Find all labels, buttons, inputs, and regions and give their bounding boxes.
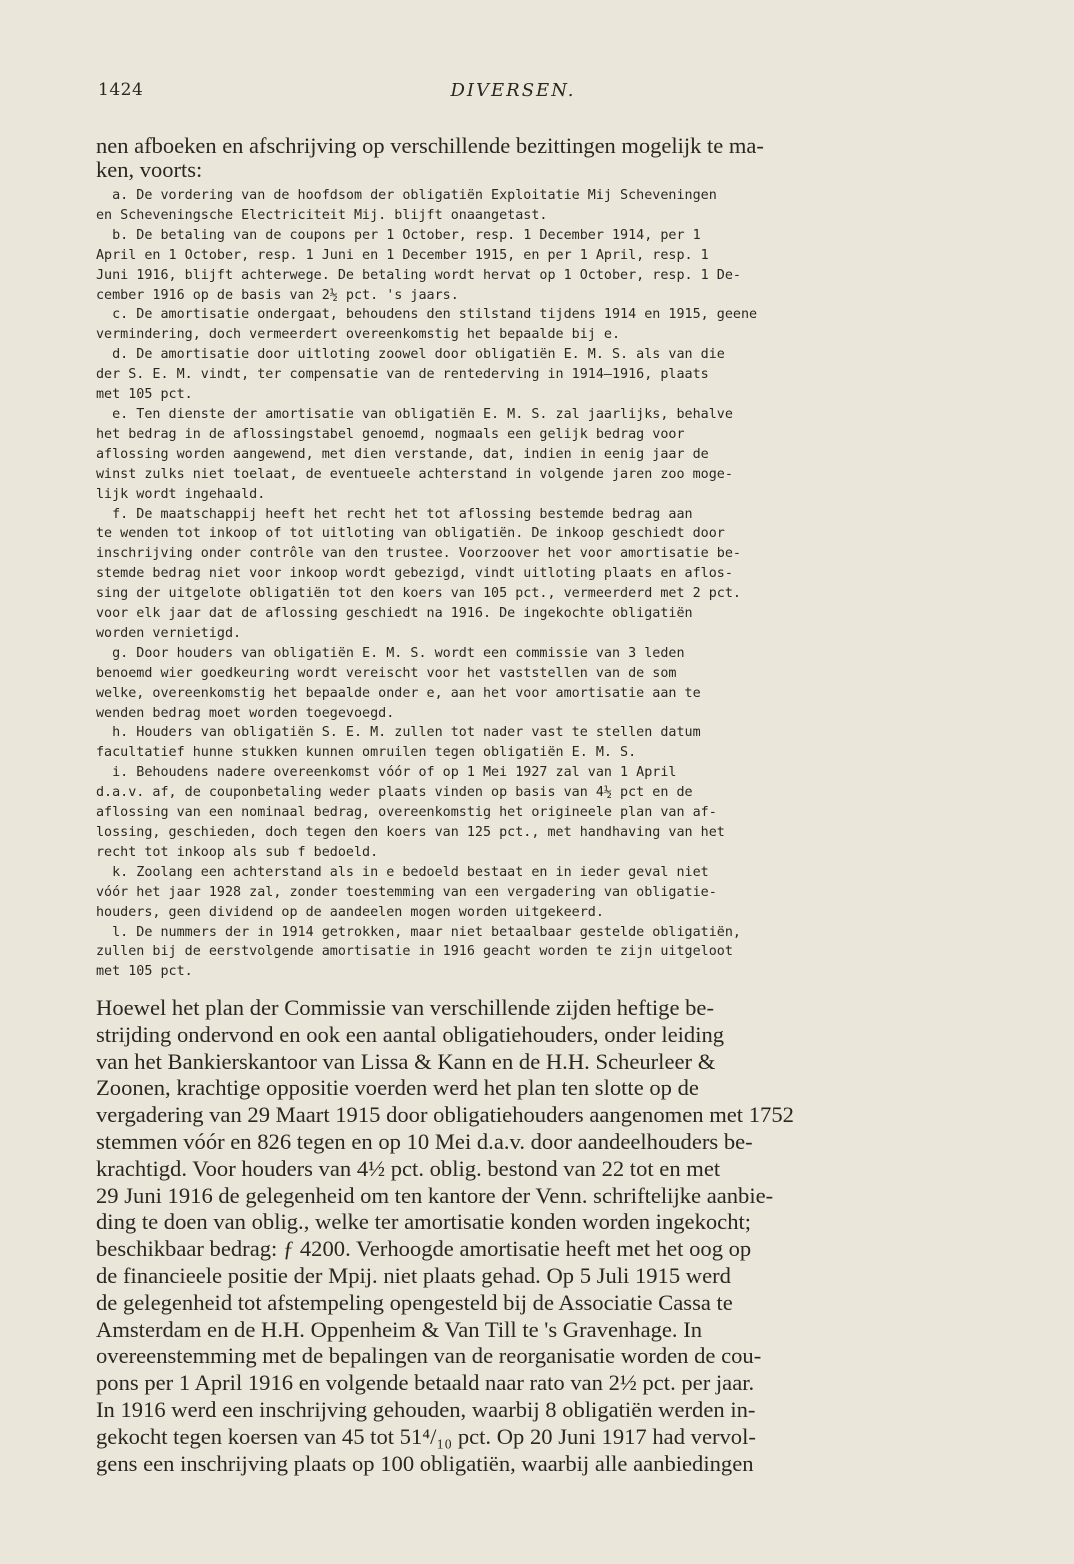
clause-line: zullen bij de eerstvolgende amortisatie in 1916 geacht worden te zijn uitgeloot bbox=[96, 944, 733, 960]
clause-line: l. De nummers der in 1914 getrokken, maar niet betaalbaar gestelde obligatiën, bbox=[96, 924, 741, 940]
clause-line: recht tot inkoop als sub f bedoeld. bbox=[96, 844, 379, 860]
clause-line: a. De vordering van de hoofdsom der obligatiën Exploitatie Mij Scheveningen bbox=[96, 188, 717, 203]
body-line: Amsterdam en de H.H. Oppenheim & Van Till te 's Gravenhage. In bbox=[96, 1316, 703, 1342]
clause-line: worden vernietigd. bbox=[96, 625, 242, 641]
clause-line: k. Zoolang een achterstand als in e bedoeld bestaat en in ieder geval niet bbox=[96, 864, 709, 880]
body-line: krachtigd. Voor houders van 4½ pct. oblig. bestond van 22 tot en met bbox=[96, 1155, 721, 1181]
body-line: In 1916 werd een inschrijving gehouden, waarbij 8 obligatiën werden in- bbox=[96, 1396, 756, 1422]
clause-line: Juni 1916, blijft achterwege. De betaling wordt hervat op 1 October, resp. 1 De- bbox=[96, 267, 741, 283]
clause-line: lossing, geschieden, doch tegen den koers van 125 pct., met handhaving van het bbox=[96, 825, 725, 840]
clause-line: aflossing van een nominaal bedrag, overeenkomstig het origineele plan van af- bbox=[96, 805, 717, 821]
body-line: de financieele positie der Mpij. niet plaats gehad. Op 5 Juli 1915 werd bbox=[96, 1262, 731, 1288]
clause-line: winst zulks niet toelaat, de eventueele achterstand in volgende jaren zoo moge- bbox=[96, 466, 733, 482]
clause-line: vermindering, doch vermeerdert overeenkomstig het bepaalde bij e. bbox=[96, 327, 621, 343]
clause-line: met 105 pct. bbox=[96, 964, 193, 980]
body-line: beschikbaar bedrag: ƒ 4200. Verhoogde amortisatie heeft met het oog op bbox=[96, 1236, 752, 1262]
clause-line: g. Door houders van obligatiën E. M. S. wordt een commissie van 3 leden bbox=[96, 645, 685, 661]
clause-line: d.a.v. af, de couponbetaling weder plaats vinden op basis van 4½ pct en de bbox=[96, 785, 693, 801]
clause-line: inschrijving onder contrôle van den trustee. Voorzoover het voor amortisatie be- bbox=[96, 546, 741, 562]
clause-line: aflossing worden aangewend, met dien verstande, dat, indien in eenig jaar de bbox=[96, 446, 709, 462]
clause-line: voor elk jaar dat de aflossing geschiedt na 1916. De ingekochte obligatiën bbox=[96, 606, 693, 622]
clause-line: facultatief hunne stukken kunnen omruilen tegen obligatiën E. M. S. bbox=[96, 745, 637, 761]
clause-line: h. Houders van obligatiën S. E. M. zullen tot nader vast te stellen datum bbox=[96, 725, 701, 741]
running-title: DIVERSEN. bbox=[450, 80, 576, 101]
intro-paragraph bbox=[96, 134, 926, 182]
body-line: 29 Juni 1916 de gelegenheid om ten kantore der Venn. schriftelijke aanbie- bbox=[96, 1182, 774, 1208]
body-line: gens een inschrijving plaats op 100 obligatiën, waarbij alle aanbiedingen bbox=[96, 1450, 754, 1476]
body-line: Hoewel het plan der Commissie van verschillende zijden heftige be- bbox=[96, 995, 714, 1020]
clause-line: f. De maatschappij heeft het recht het tot aflossing bestemde bedrag aan bbox=[96, 506, 693, 522]
clause-line: der S. E. M. vindt, ter compensatie van de rentederving in 1914—1916, plaats bbox=[96, 367, 709, 383]
clause-line: te wenden tot inkoop of tot uitloting van obligatiën. De inkoop geschiedt door bbox=[96, 526, 725, 542]
intro-line: ken, voorts: bbox=[96, 157, 203, 182]
clause-line: d. De amortisatie door uitloting zoowel door obligatiën E. M. S. als van die bbox=[96, 347, 725, 363]
body-line: de gelegenheid tot afstempeling opengesteld bij de Associatie Cassa te bbox=[96, 1289, 733, 1315]
clause-line: b. De betaling van de coupons per 1 October, resp. 1 December 1914, per 1 bbox=[96, 227, 701, 243]
body-line: overeenstemming met de bepalingen van de reorganisatie worden de cou- bbox=[96, 1343, 762, 1369]
clause-line: vóór het jaar 1928 zal, zonder toestemming van een vergadering van obligatie- bbox=[96, 884, 717, 900]
clause-line: c. De amortisatie ondergaat, behoudens den stilstand tijdens 1914 en 1915, geene bbox=[96, 307, 758, 323]
clauses-section bbox=[96, 134, 926, 982]
clause-line: met 105 pct. bbox=[96, 387, 193, 403]
clause-line: houders, geen dividend op de aandeelen mogen worden uitgekeerd. bbox=[96, 904, 604, 920]
body-paragraph bbox=[96, 995, 928, 1477]
clause-line: wenden bedrag moet worden toegevoegd. bbox=[96, 705, 395, 721]
page-header bbox=[98, 80, 928, 106]
clause-line: en Scheveningsche Electriciteit Mij. blijft onaangetast. bbox=[96, 207, 548, 223]
clause-line: cember 1916 op de basis van 2½ pct. 's jaars. bbox=[96, 287, 459, 303]
intro-line: nen afboeken en afschrijving op verschillende bezittingen mogelijk te ma- bbox=[96, 133, 764, 158]
clause-line: welke, overeenkomstig het bepaalde onder e, aan het voor amortisatie aan te bbox=[96, 685, 701, 701]
body-line: stemmen vóór en 826 tegen en op 10 Mei d.a.v. door aandeelhouders be- bbox=[96, 1128, 753, 1154]
body-line: Zoonen, krachtige oppositie voerden werd het plan ten slotte op de bbox=[96, 1075, 699, 1101]
clause-line: stemde bedrag niet voor inkoop wordt gebezigd, vindt uitloting plaats en aflos- bbox=[96, 566, 733, 582]
clause-line: e. Ten dienste der amortisatie van obligatiën E. M. S. zal jaarlijks, behalve bbox=[96, 406, 733, 422]
clause-line: i. Behoudens nadere overeenkomst vóór of op 1 Mei 1927 zal van 1 April bbox=[96, 765, 677, 781]
body-line: gekocht tegen koersen van 45 tot 51⁴/₁₀ pct. Op 20 Juni 1917 had vervol- bbox=[96, 1423, 756, 1449]
clause-line: April en 1 October, resp. 1 Juni en 1 December 1915, en per 1 April, resp. 1 bbox=[96, 247, 709, 263]
body-line: vergadering van 29 Maart 1915 door obligatiehouders aangenomen met 1752 bbox=[96, 1102, 794, 1128]
clause-line: sing der uitgelote obligatiën tot den koers van 105 pct., vermeerderd met 2 pct. bbox=[96, 586, 741, 602]
clause-line: lijk wordt ingehaald. bbox=[96, 486, 266, 502]
body-line: van het Bankierskantoor van Lissa & Kann en de H.H. Scheurleer & bbox=[96, 1048, 716, 1074]
page-number: 1424 bbox=[98, 80, 144, 100]
body-line: pons per 1 April 1916 en volgende betaald naar rato van 2½ pct. per jaar. bbox=[96, 1370, 755, 1396]
body-line: strijding ondervond en ook een aantal obligatiehouders, onder leiding bbox=[96, 1021, 725, 1047]
clause-line: het bedrag in de aflossingstabel genoemd, nogmaals een gelijk bedrag voor bbox=[96, 426, 685, 442]
body-line: ding te doen van oblig., welke ter amortisatie konden worden ingekocht; bbox=[96, 1209, 752, 1235]
clause-line: benoemd wier goedkeuring wordt vereischt voor het vaststellen van de som bbox=[96, 665, 677, 681]
clause-list bbox=[96, 186, 926, 982]
